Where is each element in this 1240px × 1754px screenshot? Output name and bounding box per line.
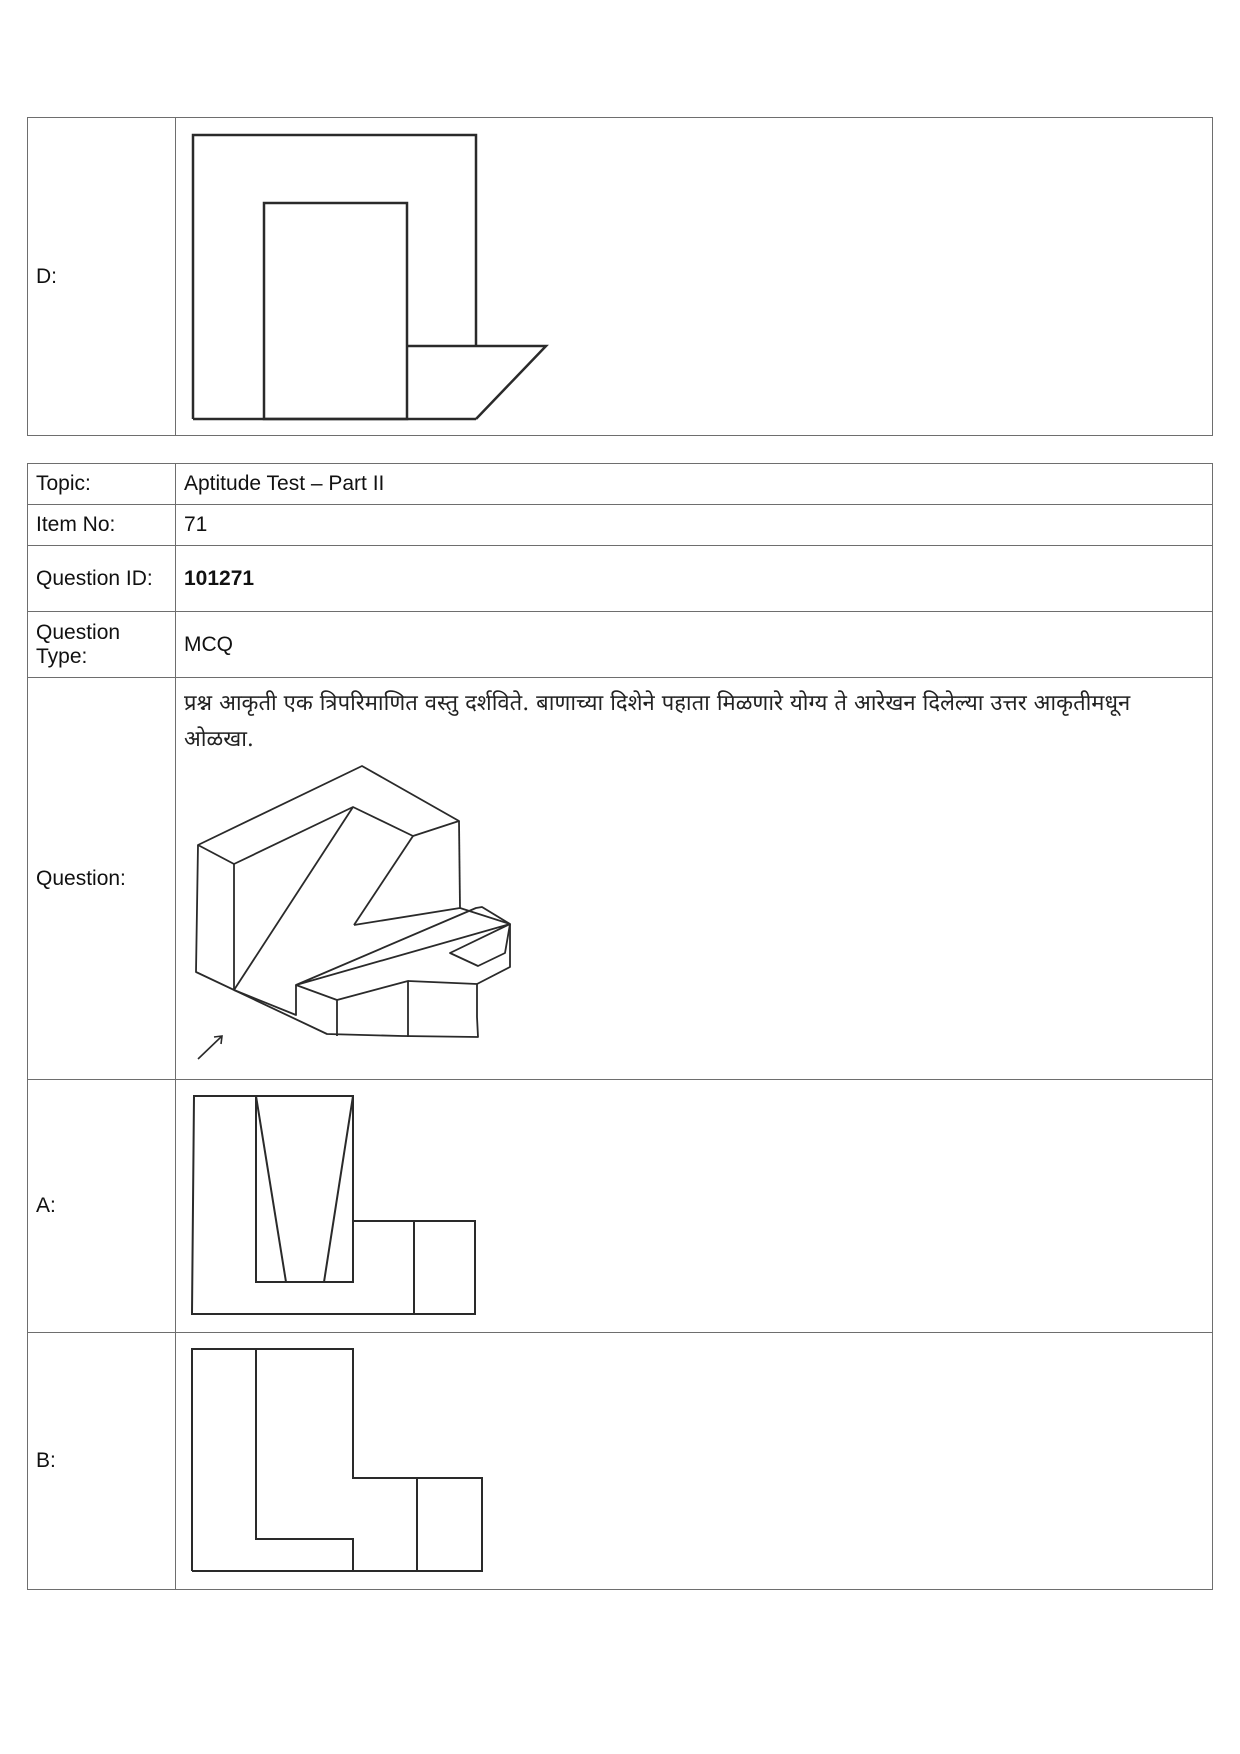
item-row	[28, 505, 1213, 546]
question-type-label: Question Type:	[28, 612, 176, 678]
topic-label: Topic:	[28, 464, 176, 505]
option-d-outer-frame	[193, 135, 476, 419]
option-d-figure	[176, 118, 1229, 435]
question-id-value: 101271	[176, 546, 1213, 612]
question-label: Question:	[28, 678, 176, 1080]
item-label: Item No:	[28, 505, 176, 546]
question-type-value: MCQ	[176, 612, 1213, 678]
option-b-figure-cell	[176, 1333, 1213, 1590]
option-a-figure-cell	[176, 1080, 1213, 1333]
question-type-row	[28, 612, 1213, 678]
view-arrow-icon	[198, 1036, 222, 1059]
question-id-row	[28, 546, 1213, 612]
option-d-label: D:	[28, 118, 176, 436]
option-a-label: A:	[28, 1080, 176, 1333]
item-value: 71	[176, 505, 1213, 546]
option-d-table	[27, 117, 1213, 436]
question-row	[28, 678, 1213, 1080]
question-id-label: Question ID:	[28, 546, 176, 612]
question-text: प्रश्न आकृती एक त्रिपरिमाणित वस्तु दर्शविते. बाणाच्या दिशेने पहाता मिळणारे योग्य ते आरेखन दिलेल्या उत्तर आकृतीमधून ओळखा.	[184, 691, 1131, 752]
topic-row	[28, 464, 1213, 505]
option-d-figure-cell	[176, 118, 1213, 436]
option-a-row	[28, 1080, 1213, 1333]
option-b-figure	[176, 1333, 1229, 1589]
topic-value: Aptitude Test – Part II	[176, 464, 1213, 505]
option-a-figure	[176, 1080, 1229, 1332]
question-table	[27, 463, 1213, 1590]
option-b-label: B:	[28, 1333, 176, 1590]
option-b-row	[28, 1333, 1213, 1590]
question-isometric-figure	[176, 760, 1229, 1080]
question-cell	[176, 678, 1213, 1080]
option-d-inner-rect	[264, 203, 407, 419]
option-d-foot	[407, 346, 546, 419]
